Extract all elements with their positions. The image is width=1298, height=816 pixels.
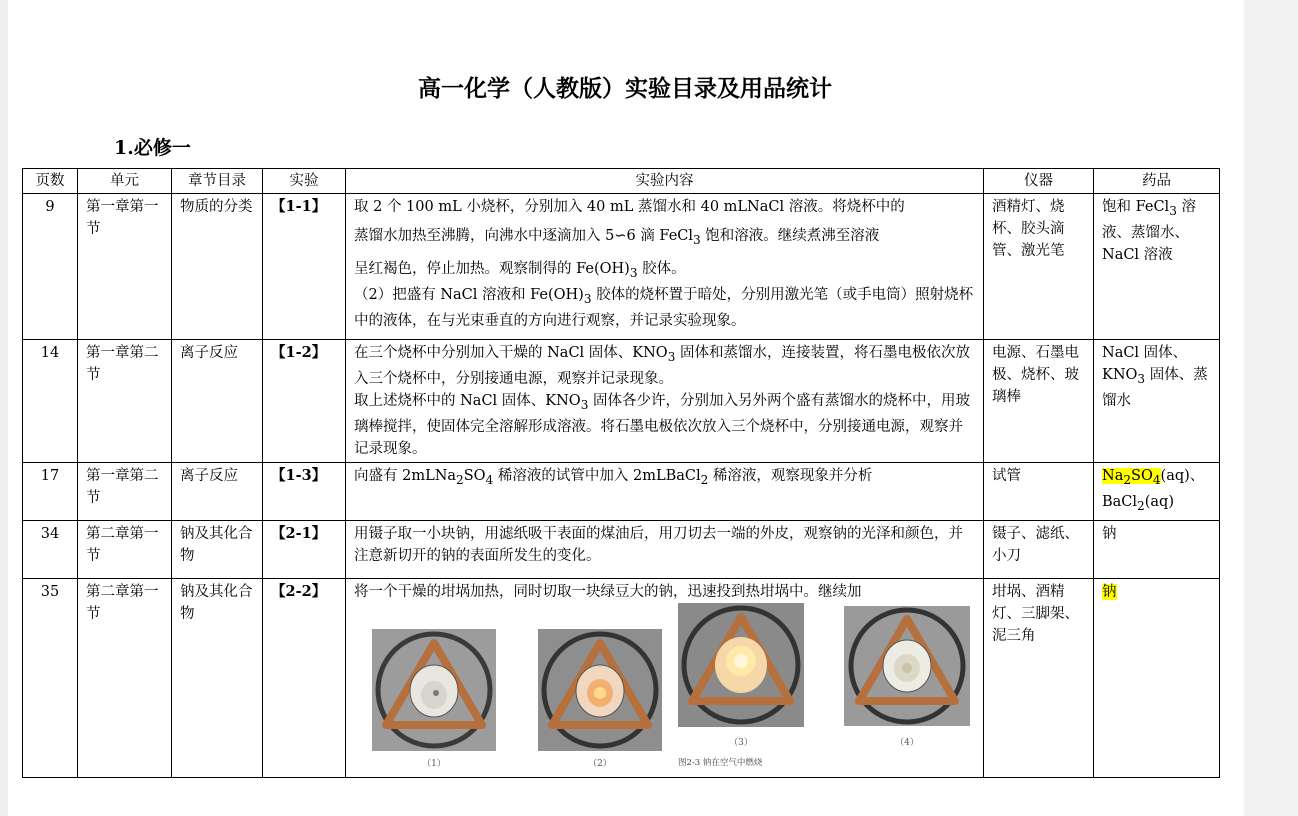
subscript: 3 <box>583 291 592 306</box>
text-fragment: SO <box>463 467 486 484</box>
text-fragment: SO <box>1131 467 1153 484</box>
table-row <box>23 578 1220 777</box>
content-line <box>354 342 975 390</box>
text-fragment: 取上述烧杯中的 NaCl 固体、KNO <box>354 392 581 409</box>
text-fragment: 胶体的烧杯置于暗处，分别用激光笔（或手电筒）照射烧杯中的液体，在与光束垂直的方向进行观察，并记录实验现象。 <box>354 286 974 329</box>
subscript: 3 <box>667 349 676 364</box>
cell-content: 用镊子取一小块钠，用滤纸吸干表面的煤油后，用刀切去一端的外皮，观察钠的光泽和颜色，并注意新切开的钠的表面所发生的变化。 <box>346 520 984 578</box>
scrollbar-track[interactable] <box>1244 0 1298 816</box>
table-header-row <box>23 169 1220 194</box>
text-fragment: 稀溶液的试管中加入 2mLBaCl <box>493 467 701 484</box>
table-row <box>23 462 1220 520</box>
text-fragment: 饱和 FeCl <box>1102 199 1170 215</box>
cell-reagent <box>1094 340 1220 463</box>
cell-unit: 第一章第二节 <box>78 340 172 463</box>
text-fragment: (aq) <box>1144 493 1174 510</box>
content-line <box>354 258 975 284</box>
subscript: 2 <box>456 472 464 487</box>
photo-label: （4） <box>895 737 919 748</box>
content-line: 取 2 个 100 mL 小烧杯，分别加入 40 mL 蒸馏水和 40 mLNaCl 溶液。将烧杯中的 <box>354 199 905 215</box>
subscript: 4 <box>485 472 494 487</box>
subscript: 3 <box>629 265 638 280</box>
table-row <box>23 340 1220 463</box>
text-fragment: 固体各少许，分别加入另外两个盛有蒸馏水的烧杯中，用玻璃棒搅拌，使固体完全溶解形成溶液。将石墨电极依次放入三个烧杯中，分别接通电源，观察并记录现象。 <box>354 392 970 457</box>
cell-page: 34 <box>23 520 78 578</box>
experiment-table <box>22 168 1220 778</box>
cell-content <box>346 462 984 520</box>
cell-page: 35 <box>23 578 78 777</box>
photo-label: （2） <box>588 758 612 769</box>
cell-page: 14 <box>23 340 78 463</box>
content-line <box>354 390 975 460</box>
text-fragment: (aq)、 <box>1160 467 1205 484</box>
content-line <box>354 284 975 332</box>
text-fragment: Na <box>1102 467 1124 484</box>
text-fragment: 固体和蒸馏水，连接装置，将石墨电极依次放入三个烧杯中，分别接通电源，观察并记录现象。 <box>354 345 970 387</box>
table-row <box>23 194 1220 340</box>
text-fragment: （2）把盛有 NaCl 溶液和 Fe(OH) <box>354 286 584 303</box>
content-line <box>354 218 975 258</box>
cell-chapter: 离子反应 <box>172 340 263 463</box>
page-title: 高一化学（人教版）实验目录及用品统计 <box>418 75 832 102</box>
crucible-photo-4 <box>844 606 970 726</box>
sodium-burning-figure <box>354 607 975 777</box>
cell-page: 9 <box>23 194 78 340</box>
text-fragment: 在三个烧杯中分别加入干燥的 NaCl 固体、KNO <box>354 345 668 361</box>
cell-unit: 第一章第一节 <box>78 194 172 340</box>
subscript: 4 <box>1152 472 1161 487</box>
subscript: 3 <box>580 397 589 412</box>
header-page: 页数 <box>23 169 78 194</box>
cell-apparatus: 坩埚、酒精灯、三脚架、泥三角 <box>984 578 1094 777</box>
header-apparatus: 仪器 <box>984 169 1094 194</box>
subscript: 2 <box>700 472 709 487</box>
figure-caption: 图2-3 钠在空气中燃烧 <box>678 757 763 768</box>
cell-chapter: 物质的分类 <box>172 194 263 340</box>
photo-label: （3） <box>729 737 753 748</box>
cell-chapter: 钠及其化合物 <box>172 520 263 578</box>
cell-unit: 第二章第一节 <box>78 578 172 777</box>
text-fragment: 呈红褐色，停止加热。观察制得的 Fe(OH) <box>354 260 630 277</box>
cell-reagent <box>1094 194 1220 340</box>
subscript: 2 <box>1137 498 1145 513</box>
crucible-photo-2 <box>538 629 662 751</box>
text-fragment: 向盛有 2mLNa <box>354 467 457 484</box>
cell-chapter: 离子反应 <box>172 462 263 520</box>
cell-apparatus: 试管 <box>984 462 1094 520</box>
subscript: 3 <box>1169 203 1177 218</box>
text-fragment: BaCl <box>1102 493 1138 510</box>
section-heading: 1.必修一 <box>114 137 191 159</box>
highlighted-reagent: 钠 <box>1102 583 1117 600</box>
cell-page: 17 <box>23 462 78 520</box>
header-experiment: 实验 <box>263 169 346 194</box>
cell-unit: 第二章第一节 <box>78 520 172 578</box>
text-fragment: 固体、蒸馏水 <box>1102 367 1208 409</box>
header-unit: 单元 <box>78 169 172 194</box>
header-chapter: 章节目录 <box>172 169 263 194</box>
text-fragment: 稀溶液，观察现象并分析 <box>708 467 873 484</box>
table-row <box>23 520 1220 578</box>
cell-experiment: 【2-1】 <box>263 520 346 578</box>
content-line: 将一个干燥的坩埚加热，同时切取一块绿豆大的钠，迅速投到热坩埚中。继续加 <box>354 583 862 600</box>
cell-experiment: 【1-2】 <box>263 340 346 463</box>
cell-content <box>346 194 984 340</box>
highlighted-formula <box>1102 467 1161 487</box>
cell-apparatus: 酒精灯、烧杯、胶头滴管、激光笔 <box>984 194 1094 340</box>
text-fragment: 胶体。 <box>637 260 686 277</box>
subscript: 3 <box>1137 371 1146 386</box>
text-fragment: NaCl 固体、KNO <box>1102 345 1188 383</box>
cell-reagent <box>1094 578 1220 777</box>
cell-reagent: 钠 <box>1094 520 1220 578</box>
cell-unit: 第一章第二节 <box>78 462 172 520</box>
text-fragment: 溶液、蒸馏水、NaCl 溶液 <box>1102 199 1196 263</box>
cell-experiment: 【1-1】 <box>263 194 346 340</box>
cell-experiment: 【1-3】 <box>263 462 346 520</box>
cell-reagent <box>1094 462 1220 520</box>
cell-apparatus: 电源、石墨电极、烧杯、玻璃棒 <box>984 340 1094 463</box>
cell-apparatus: 镊子、滤纸、小刀 <box>984 520 1094 578</box>
crucible-photo-1 <box>372 629 496 751</box>
text-fragment: 蒸馏水加热至沸腾，向沸水中逐滴加入 5∽6 滴 FeCl <box>354 228 694 244</box>
subscript: 3 <box>693 232 701 247</box>
cell-content <box>346 340 984 463</box>
cell-content <box>346 578 984 777</box>
header-content: 实验内容 <box>346 169 984 194</box>
header-reagent: 药品 <box>1094 169 1220 194</box>
crucible-photo-3 <box>678 603 804 727</box>
subscript: 2 <box>1123 472 1132 487</box>
cell-experiment: 【2-2】 <box>263 578 346 777</box>
text-fragment: 饱和溶液。继续煮沸至溶液 <box>700 228 880 244</box>
photo-label: （1） <box>422 758 446 769</box>
cell-chapter: 钠及其化合物 <box>172 578 263 777</box>
